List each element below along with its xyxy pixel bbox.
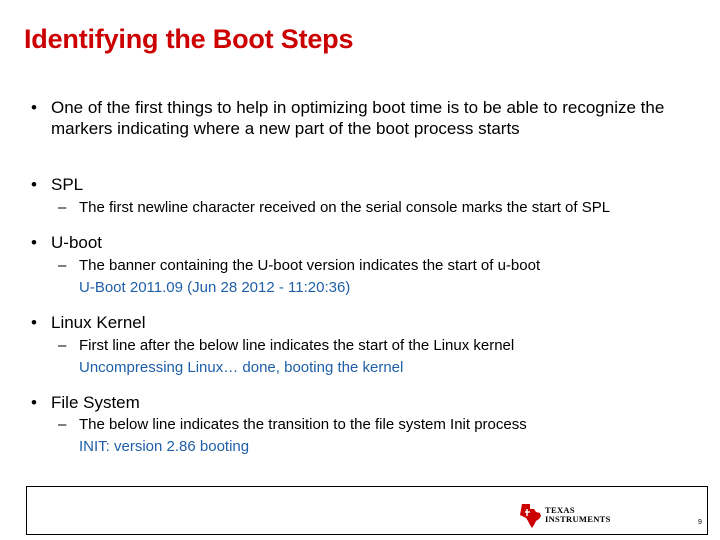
- page-number: 9: [698, 519, 702, 526]
- logo-line-texas: TEXAS: [545, 505, 575, 515]
- bullet-text: SPL: [51, 175, 84, 194]
- bullet-spl: [31, 174, 83, 195]
- sub-item-uboot: [58, 255, 540, 299]
- dash-marker: –: [58, 257, 67, 274]
- slide-title: Identifying the Boot Steps: [24, 24, 354, 54]
- bullet-file-system: [31, 392, 140, 413]
- bullet-text: U-boot: [51, 233, 103, 252]
- code-line-init: INIT: version 2.86 booting: [79, 438, 250, 455]
- bullet-dot: •: [31, 313, 37, 332]
- bullet-linux-kernel: [31, 312, 146, 333]
- sub-item-linux-kernel: [58, 335, 514, 379]
- bullet-dot: •: [31, 175, 37, 194]
- bullet-dot: •: [31, 393, 37, 412]
- ti-logo-text: [545, 506, 611, 524]
- sub-item-text: The first newline character received on the serial console marks the start of SPL: [79, 199, 611, 216]
- sub-item-text: The banner containing the U-boot version indicates the start of u-boot: [79, 257, 541, 274]
- dash-marker: –: [58, 199, 67, 216]
- bullet-dot: •: [31, 98, 37, 117]
- sub-item-text: The below line indicates the transition to the file system Init process: [79, 416, 527, 433]
- ti-logo: [519, 503, 619, 529]
- sub-item-spl: [58, 197, 610, 219]
- bullet-intro: [31, 97, 671, 139]
- bullet-dot: •: [31, 233, 37, 252]
- sub-item-file-system: [58, 414, 527, 458]
- bullet-uboot: [31, 232, 102, 253]
- dash-marker: –: [58, 416, 67, 433]
- logo-line-instruments: INSTRUMENTS: [545, 514, 611, 524]
- texas-state-icon: [519, 503, 543, 529]
- bullet-text: Linux Kernel: [51, 313, 146, 332]
- code-line-linux: Uncompressing Linux… done, booting the kernel: [79, 359, 404, 376]
- bullet-text: File System: [51, 393, 140, 412]
- dash-marker: –: [58, 337, 67, 354]
- sub-item-text: First line after the below line indicates the start of the Linux kernel: [79, 337, 515, 354]
- bullet-text: One of the first things to help in optimizing boot time is to be able to recognize the markers indicating where a new part of the boot process starts: [51, 98, 665, 138]
- code-line-uboot: U-Boot 2011.09 (Jun 28 2012 - 11:20:36): [79, 279, 351, 296]
